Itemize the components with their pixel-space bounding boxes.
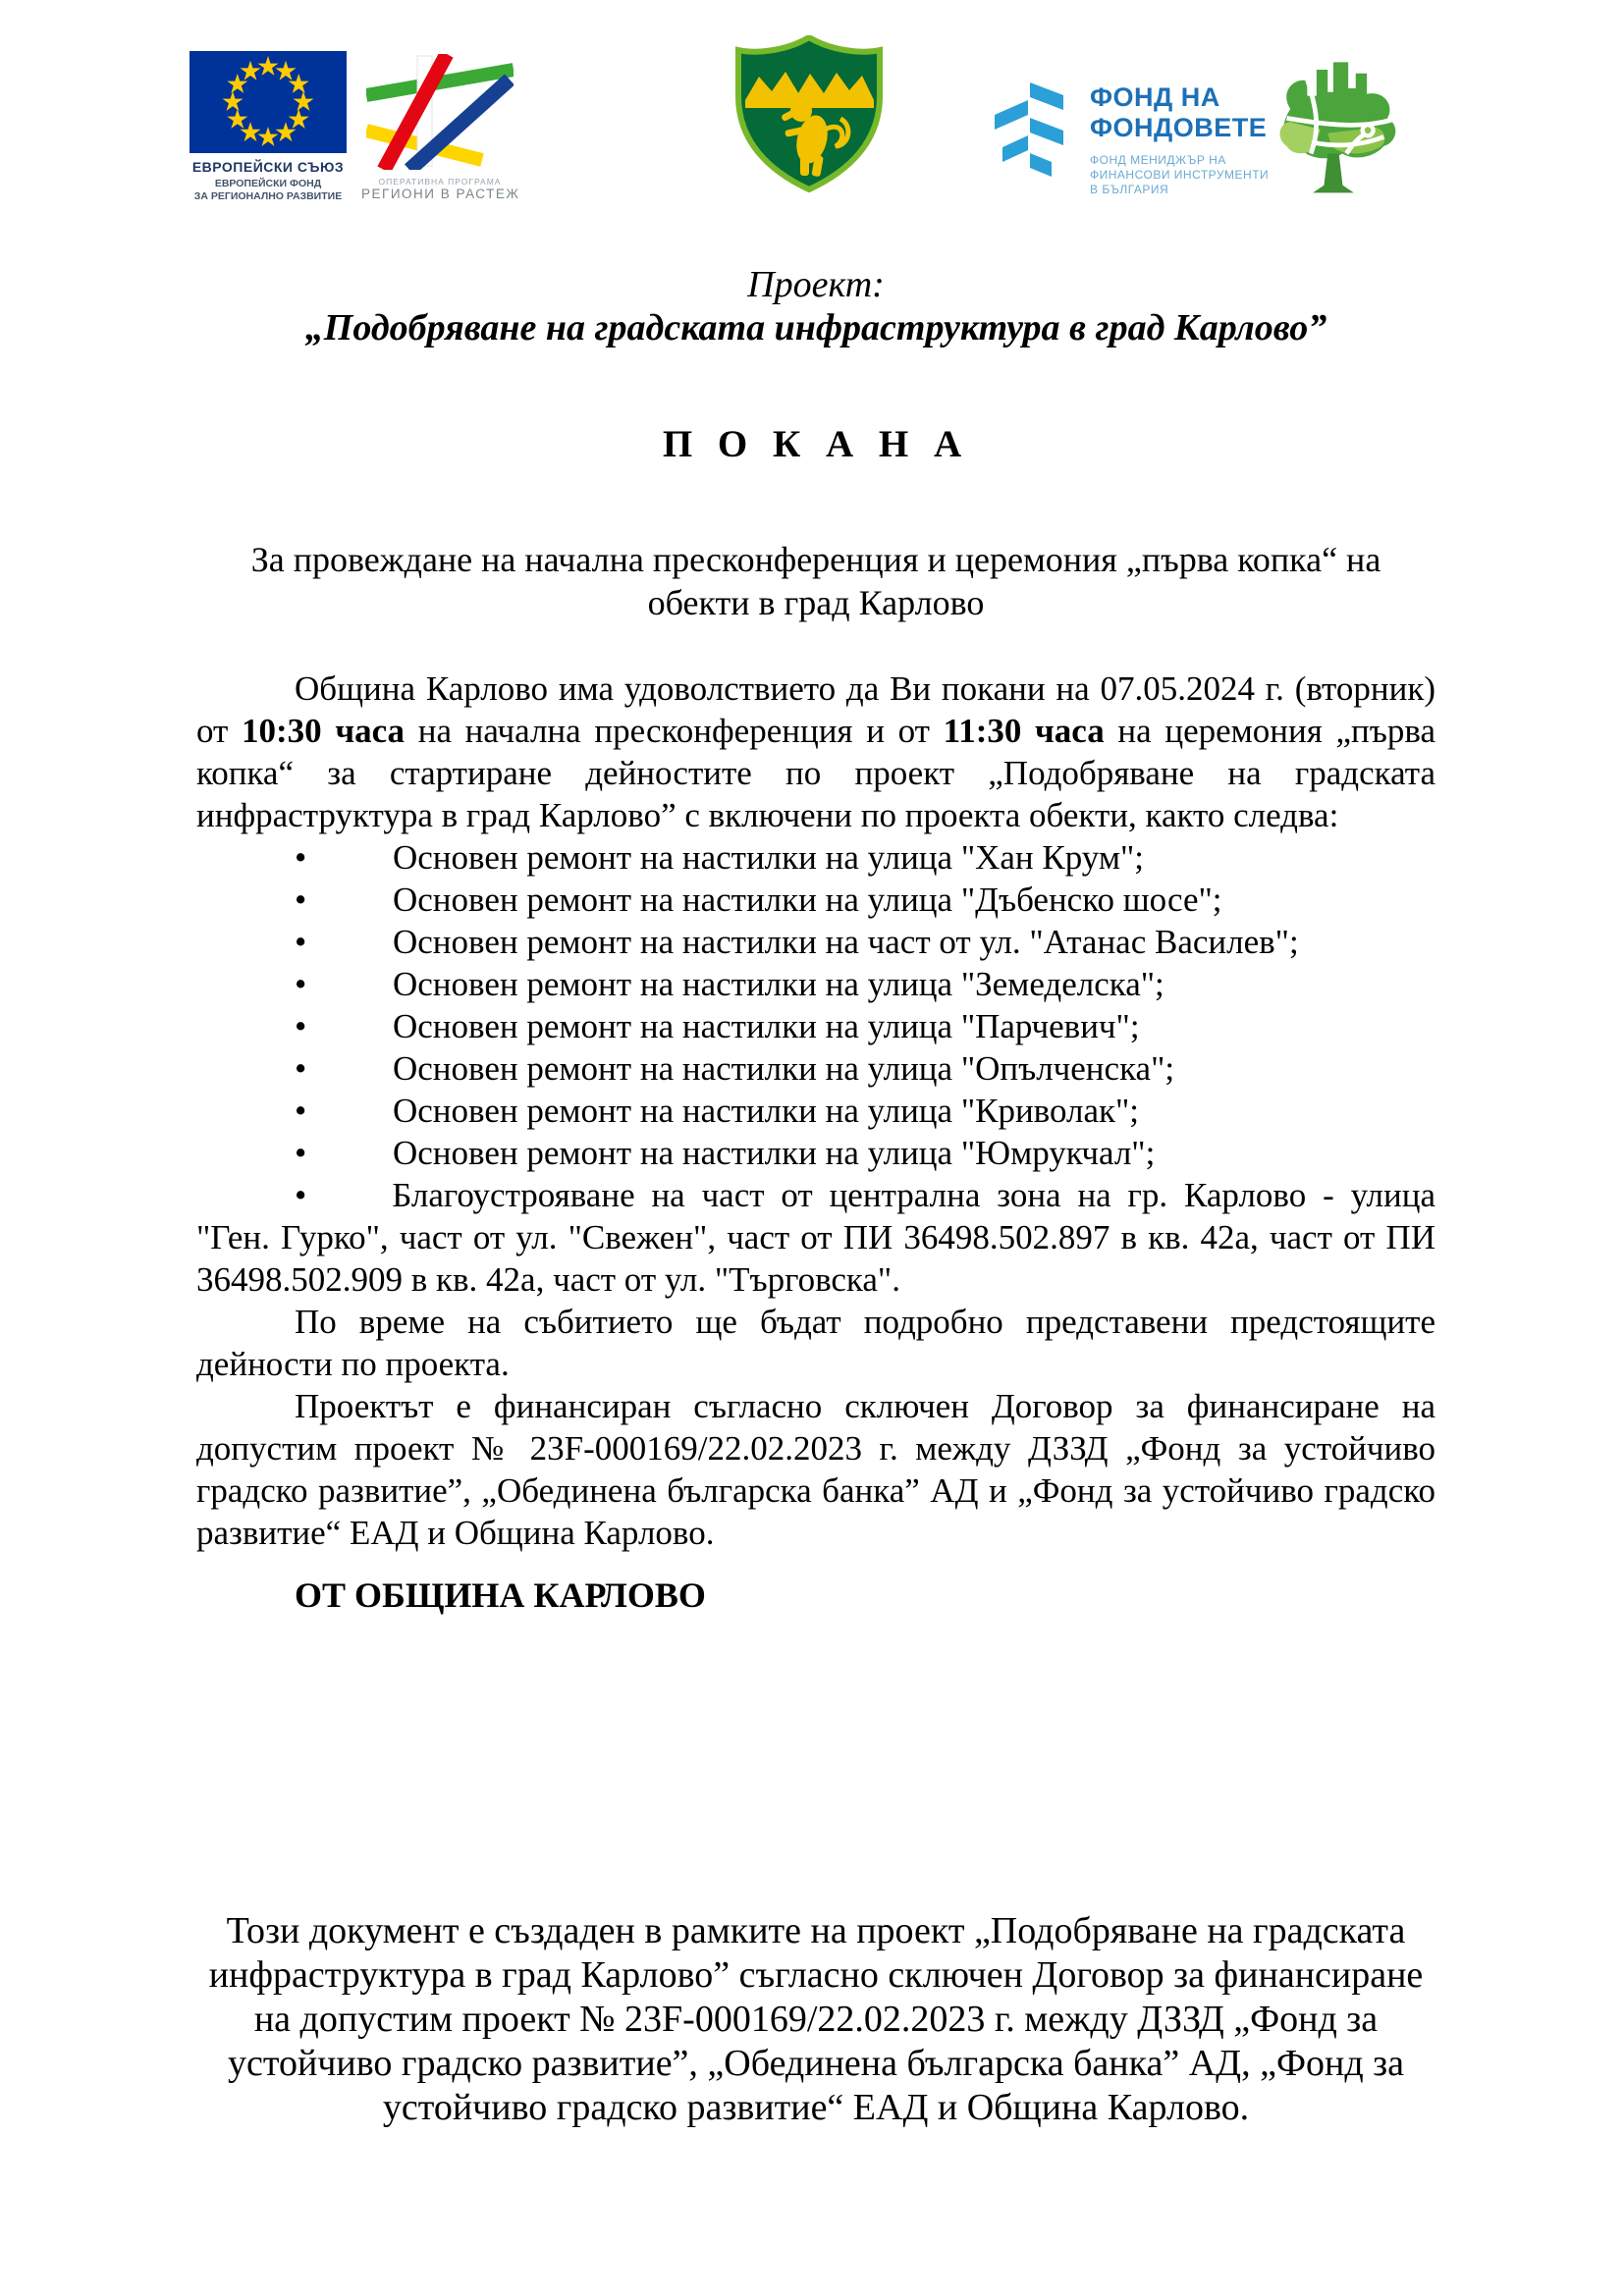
bullet-item	[196, 1132, 1435, 1174]
karlovo-coat-of-arms	[730, 35, 889, 197]
bullet-text: Основен ремонт на настилки на част от ул. "Атанас Василев";	[393, 923, 1299, 961]
fund-of-funds-logo-block	[994, 82, 1269, 197]
intro-paragraph	[196, 667, 1435, 836]
bullet-marker: •	[295, 1134, 307, 1172]
bullet-marker: •	[295, 923, 307, 961]
invitation-subtitle: За провеждане на начална пресконференция и церемония „първа копка“ на обекти в град Карлово	[250, 540, 1381, 622]
logo-header	[0, 0, 1624, 206]
bullet-marker: •	[295, 1007, 307, 1045]
invitation-heading: П О К А Н А	[662, 423, 970, 465]
project-label: Проект:	[747, 264, 885, 305]
eu-fund-line1: ЕВРОПЕЙСКИ ФОНД	[214, 178, 322, 189]
signature-line: ОТ ОБЩИНА КАРЛОВО	[295, 1575, 706, 1615]
text-segment: 11:30 часа	[943, 712, 1105, 750]
bullet-item	[196, 1047, 1435, 1090]
text-segment: 10:30 часа	[242, 712, 406, 750]
bullet-text: Основен ремонт на настилки на улица "Опълченска";	[393, 1049, 1175, 1088]
objects-bullet-list	[196, 836, 1435, 1174]
bullet-text: Основен ремонт на настилки на улица "Юмрукчал";	[393, 1134, 1156, 1172]
eu-union-label: ЕВРОПЕЙСКИ СЪЮЗ	[191, 159, 345, 175]
bullet-item	[196, 921, 1435, 963]
long-bullet-paragraph	[196, 1174, 1435, 1301]
fof-subtitle-line1: ФОНД МЕНИДЖЪР НА	[1090, 153, 1226, 167]
bullet-text: Основен ремонт на настилки на улица "Криволак";	[393, 1092, 1140, 1130]
bullet-item	[196, 1090, 1435, 1132]
bullet-text: Основен ремонт на настилки на улица "Парчевич";	[393, 1007, 1140, 1045]
events-paragraph: По време на събитието ще бъдат подробно представени предстоящите дейности по проекта.	[196, 1303, 1435, 1383]
project-name: „Подобряване на градската инфраструктура в град Карлово”	[304, 307, 1327, 348]
eu-fund-label	[185, 178, 352, 203]
fof-subtitle	[1090, 153, 1269, 197]
bullet-marker: •	[295, 1049, 307, 1088]
fof-subtitle-line2: ФИНАНСОВИ ИНСТРУМЕНТИ	[1090, 168, 1270, 182]
long-bullet-text: Благоустрояване на част от централна зона на гр. Карлово - улица "Ген. Гурко", част от ул. "Свежен", част от ПИ 36498.502.897 в кв. 42а, част от ПИ 36498.502.909 в кв. 42а, част от ул. "Търговска".	[196, 1176, 1435, 1299]
bullet-item	[196, 1005, 1435, 1047]
text-segment: Община Карлово има удоволствието да Ви покани на 07.05.2024 г. (вторник) от	[196, 669, 1435, 750]
bullet-marker: •	[295, 881, 307, 919]
regions-in-growth-icon	[366, 54, 514, 170]
fof-title-line1: ФОНД НА	[1090, 82, 1220, 112]
karlovo-arms-icon	[730, 35, 889, 192]
fund-of-funds-icon	[994, 82, 1064, 187]
bullet-marker: •	[295, 838, 307, 877]
eu-fund-line2: ЗА РЕГИОНАЛНО РАЗВИТИЕ	[193, 190, 343, 202]
fof-title-line2: ФОНДОВЕТЕ	[1090, 113, 1268, 142]
text-segment: на начална пресконференция и от	[405, 712, 944, 750]
bullet-text: Основен ремонт на настилки на улица "Дъбенско шосе";	[393, 881, 1222, 919]
oprd-programme-label: ОПЕРАТИВНА ПРОГРАМА	[378, 177, 502, 187]
bullet-marker: •	[295, 1176, 307, 1214]
oprd-logo-block	[361, 54, 518, 201]
urban-tree-logo-block	[1260, 51, 1405, 205]
financing-paragraph: Проектът е финансиран съгласно сключен Договор за финансиране на допустим проект № 23F-000169/22.02.2023 г. между ДЗЗД „Фонд за устойчиво градско развитие”, „Обединена българска банка” АД и „Фонд за устойчиво градско развитие“ ЕАД и Община Карлово.	[196, 1387, 1435, 1552]
footer-disclaimer: Този документ е създаден в рамките на проект „Подобряване на градската инфраструктура в град Карлово” съгласно сключен Договор за финансиране на допустим проект № 23F-000169/22.02.2023 г. между ДЗЗД „Фонд за устойчиво градско развитие”, „Обединена българска банка” АД, „Фонд за устойчиво градско развитие“ ЕАД и Община Карлово.	[208, 1910, 1424, 2128]
fof-title	[1090, 82, 1269, 143]
document-body	[0, 263, 1624, 2130]
bullet-marker: •	[295, 965, 307, 1003]
bullet-item	[196, 836, 1435, 879]
urban-tree-icon	[1260, 51, 1405, 200]
eu-flag-icon	[189, 51, 347, 153]
bullet-text: Основен ремонт на настилки на улица "Земеделска";	[393, 965, 1164, 1003]
fof-subtitle-line3: В БЪЛГАРИЯ	[1090, 183, 1169, 196]
bullet-item	[196, 879, 1435, 921]
eu-logo-block	[185, 51, 352, 203]
fund-of-funds-text	[1090, 82, 1269, 197]
bullet-text: Основен ремонт на настилки на улица "Хан Крум";	[393, 838, 1144, 877]
text-segment: на церемония „първа копка“ за стартиране дейностите по проект „Подобряване на градската инфраструктура в град Карлово” с включени по проекта обекти, както следва:	[196, 712, 1435, 834]
bullet-item	[196, 963, 1435, 1005]
bullet-marker: •	[295, 1092, 307, 1130]
oprd-name-label: РЕГИОНИ В РАСТЕЖ	[361, 187, 520, 201]
